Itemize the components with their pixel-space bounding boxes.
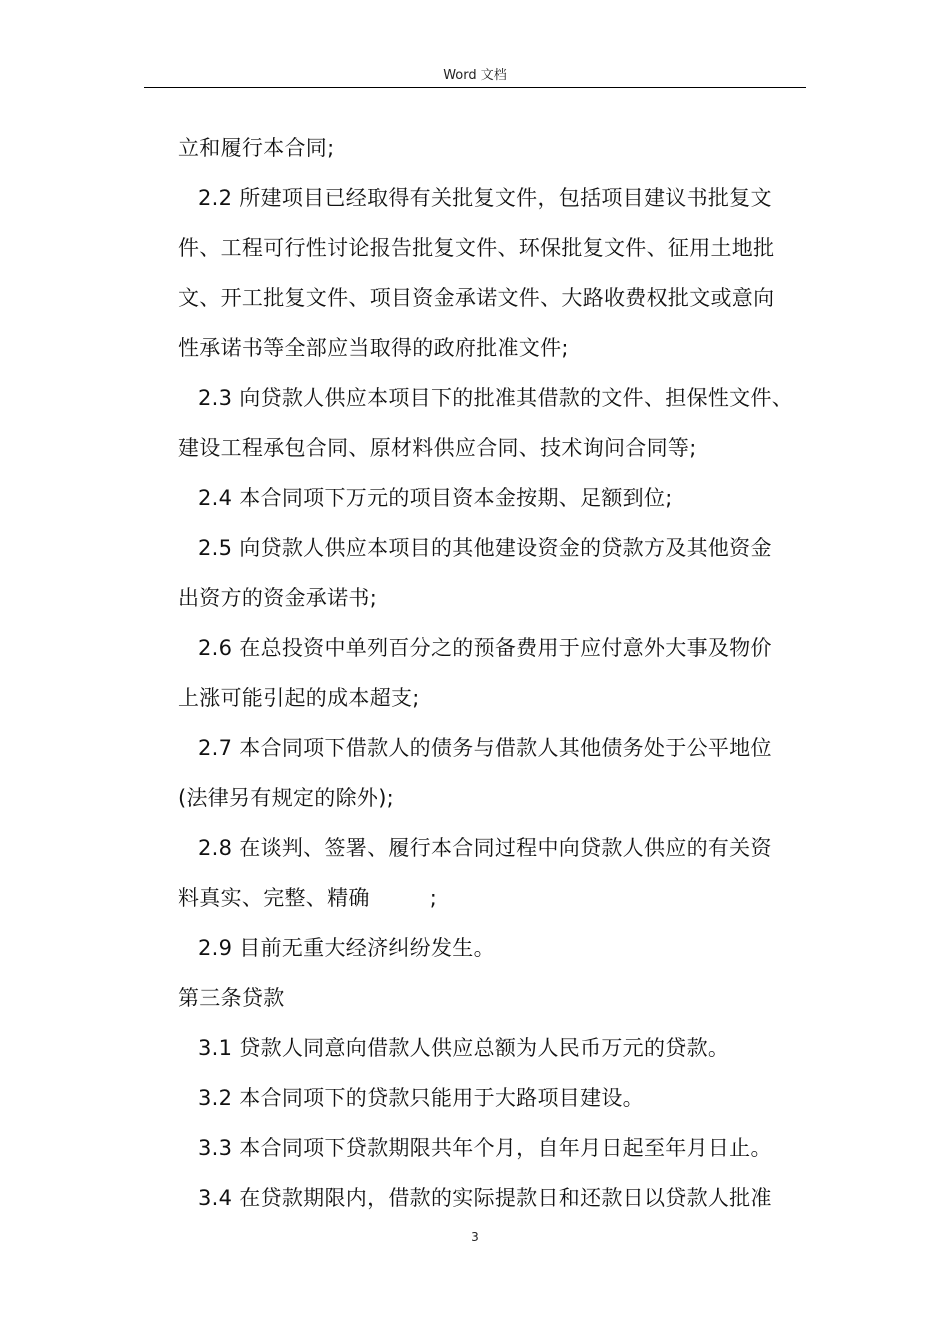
- paragraph-line: 3.1 贷款人同意向借款人供应总额为人民币万元的贷款。: [198, 1036, 730, 1060]
- paragraph-line: 建设工程承包合同、原材料供应合同、技术询问合同等;: [178, 436, 697, 460]
- paragraph-line: 2.8 在谈判、签署、履行本合同过程中向贷款人供应的有关资: [198, 836, 772, 860]
- paragraph-line: 3.4 在贷款期限内，借款的实际提款日和还款日以贷款人批准: [198, 1186, 772, 1210]
- header-rule: [144, 87, 806, 88]
- paragraph-line: 性承诺书等全部应当取得的政府批准文件;: [178, 336, 569, 360]
- paragraph-line: 3.3 本合同项下贷款期限共年个月，自年月日起至年月日止。: [198, 1136, 772, 1160]
- paragraph-line-with-gap: [178, 873, 806, 923]
- paragraph-line: 立和履行本合同;: [178, 136, 335, 160]
- paragraph-line: (法律另有规定的除外);: [178, 786, 395, 810]
- paragraph-line: 3.2 本合同项下的贷款只能用于大路项目建设。: [198, 1086, 644, 1110]
- paragraph-line: 2.4 本合同项下万元的项目资本金按期、足额到位;: [198, 486, 673, 510]
- line-tail: ;: [429, 886, 438, 910]
- paragraph-line: 2.6 在总投资中单列百分之的预备费用于应付意外大事及物价: [198, 636, 772, 660]
- paragraph-line: 出资方的资金承诺书;: [178, 586, 378, 610]
- document-body: [178, 123, 806, 1223]
- paragraph-line: 2.7 本合同项下借款人的债务与借款人其他债务处于公平地位: [198, 736, 772, 760]
- paragraph-line: 件、工程可行性讨论报告批复文件、环保批复文件、征用土地批: [178, 236, 775, 260]
- page-header: Word 文档: [443, 68, 507, 83]
- section-heading: 第三条贷款: [178, 986, 285, 1010]
- line-text: 料真实、完整、精确: [178, 886, 370, 910]
- paragraph-line: 上涨可能引起的成本超支;: [178, 686, 420, 710]
- paragraph-line: 2.5 向贷款人供应本项目的其他建设资金的贷款方及其他资金: [198, 536, 772, 560]
- paragraph-line: 文、开工批复文件、项目资金承诺文件、大路收费权批文或意向: [178, 286, 775, 310]
- page-number: 3: [471, 1230, 479, 1244]
- paragraph-line: 2.3 向贷款人供应本项目下的批准其借款的文件、担保性文件、: [198, 386, 794, 410]
- paragraph-line: 2.9 目前无重大经济纠纷发生。: [198, 936, 495, 960]
- paragraph-line: 2.2 所建项目已经取得有关批复文件，包括项目建议书批复文: [198, 186, 772, 210]
